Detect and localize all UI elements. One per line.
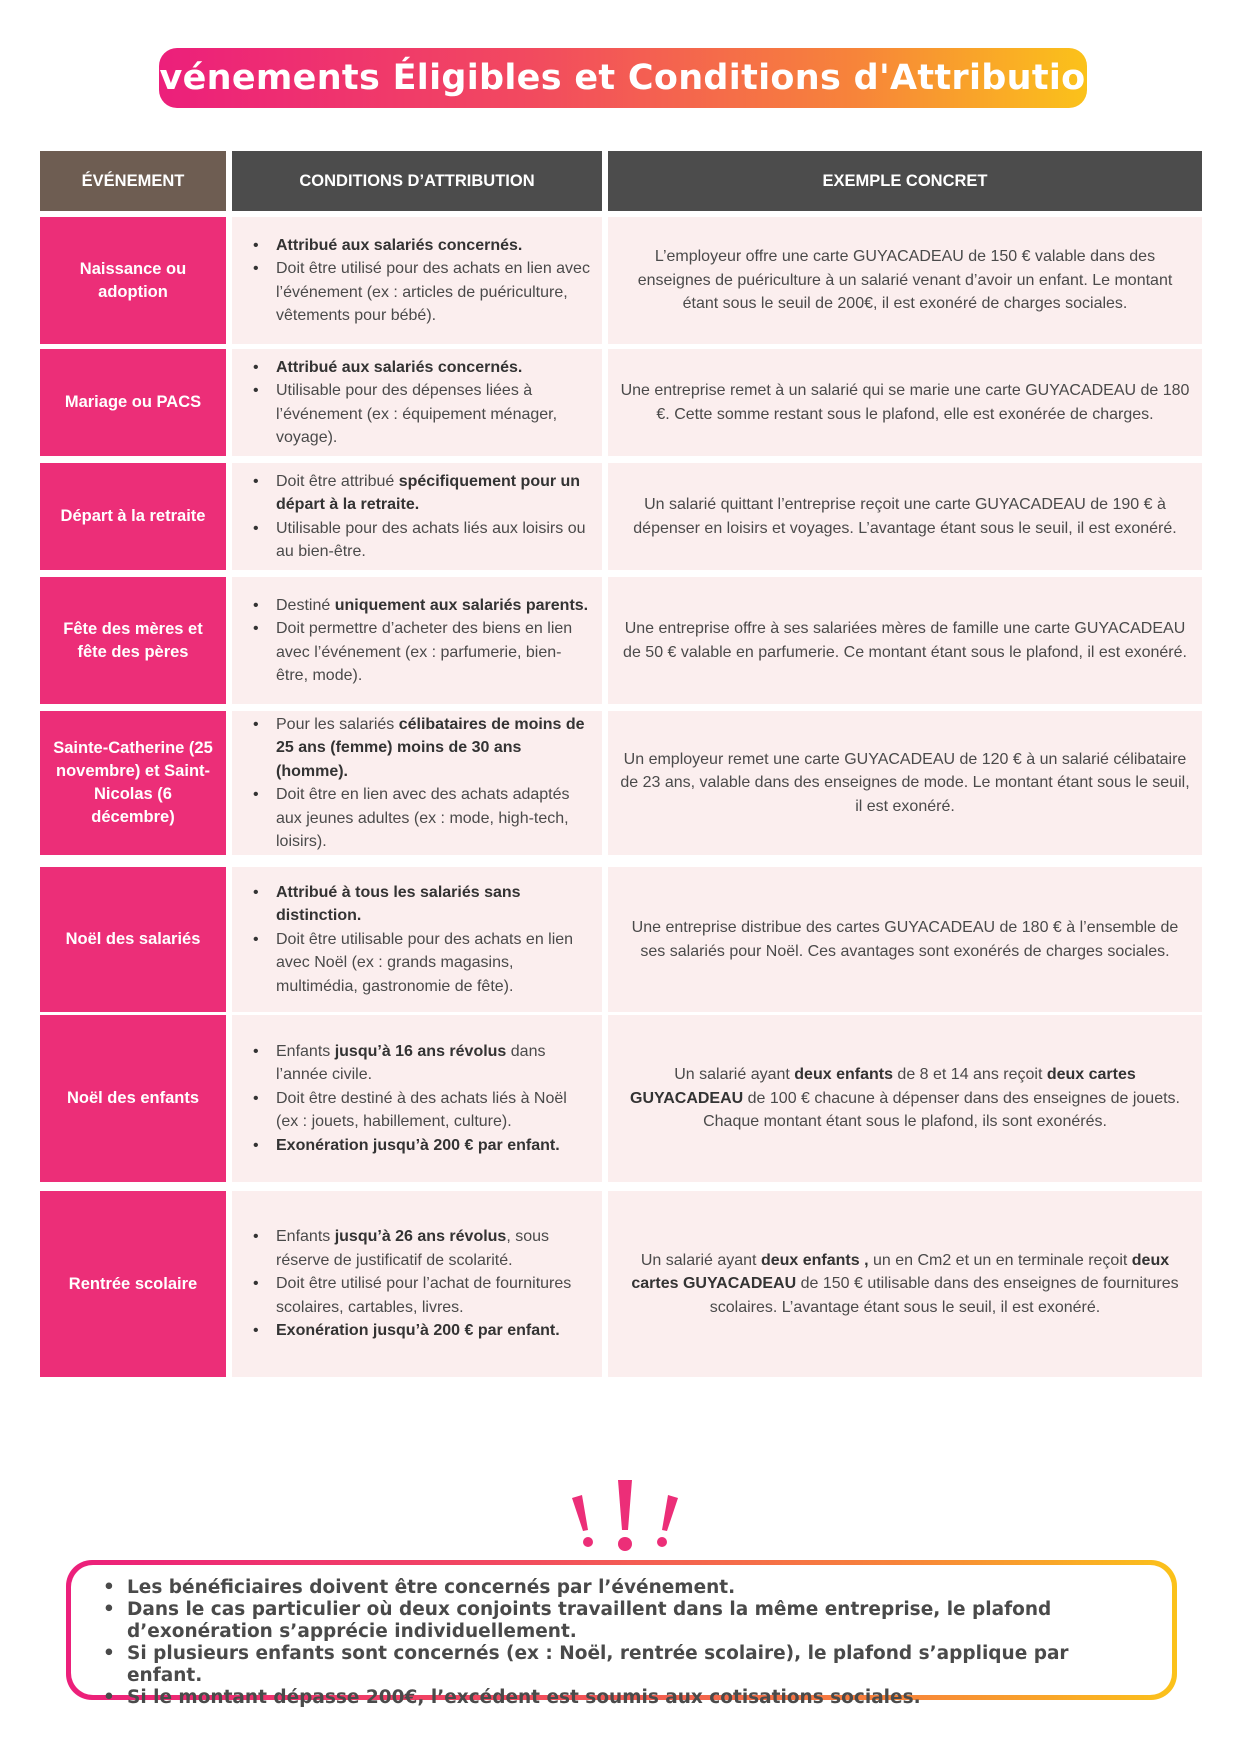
text-run: Pour les salariés: [276, 715, 399, 733]
condition-item: [276, 1319, 592, 1343]
event-cell: [40, 1191, 226, 1377]
condition-item: [276, 1272, 592, 1319]
conditions-cell: [232, 577, 602, 704]
note-item: • Les bénéficiaires doivent être concernés par l’événement.: [127, 1577, 1142, 1599]
bold-text: deux enfants ,: [760, 1251, 869, 1269]
note-item: • Si le montant dépasse 200€, l’excédent est soumis aux cotisations sociales.: [127, 1687, 1142, 1709]
conditions-cell: [232, 867, 602, 1012]
condition-item: [276, 379, 592, 450]
example-cell: [608, 217, 1202, 344]
bold-text: deux cartes GUYACADEAU: [630, 1066, 1136, 1107]
text-run: de 150 € utilisable dans des enseignes de fournitures scolaires. L’avantage étant sous le seuil, il est exonéré.: [709, 1275, 1179, 1316]
condition-item: [276, 470, 592, 517]
example-text: [618, 617, 1192, 664]
notes-list: [101, 1577, 1142, 1709]
table-row: [40, 711, 1202, 855]
text-run: Doit être destiné à des achats liés à Noël (ex : jouets, habillement, culture).: [276, 1089, 567, 1131]
header-conditions: CONDITIONS D’ATTRIBUTION: [232, 151, 602, 211]
event-name: Sainte-Catherine (25 novembre) et Saint-Nicolas (6 décembre): [53, 739, 213, 826]
example-cell: [608, 1191, 1202, 1377]
condition-item: [276, 713, 592, 784]
example-cell: [608, 577, 1202, 704]
bold-text: spécifiquement pour un départ à la retraite.: [276, 472, 581, 513]
notes-box: [66, 1560, 1177, 1708]
conditions-list: [252, 713, 592, 854]
bold-text: deux enfants: [794, 1066, 893, 1084]
notes-inner: [71, 1565, 1172, 1708]
table-row: [40, 577, 1202, 704]
note-item: • Dans le cas particulier où deux conjoints travaillent dans la même entreprise, le plafond d’exonération s’apprécie individuellement.: [127, 1599, 1142, 1643]
example-cell: [608, 463, 1202, 570]
condition-item: [276, 1040, 592, 1087]
text-run: de 100 € chacune à dépenser dans des enseignes de jouets. Chaque montant étant sous le plafond, ils sont exonérés.: [703, 1089, 1180, 1131]
event-name: Noël des enfants: [66, 1089, 200, 1107]
title-banner: [135, 48, 1111, 108]
text-run: Destiné: [276, 596, 335, 614]
event-cell: [40, 1015, 226, 1182]
text-run: Un salarié ayant: [640, 1251, 761, 1269]
event-name: Fête des mères et fête des pères: [63, 619, 203, 661]
event-name: Naissance ou adoption: [79, 259, 187, 301]
example-text: [618, 1063, 1192, 1134]
header-event: ÉVÉNEMENT: [40, 151, 226, 211]
event-name: Départ à la retraite: [60, 507, 206, 525]
conditions-cell: [232, 711, 602, 855]
text-run: Un salarié ayant: [674, 1066, 795, 1084]
text-run: L’employeur offre une carte GUYACADEAU de 150 € valable dans des enseignes de puériculture à un salarié venant d’avoir un enfant. Le montant étant sous le seuil de 200€, il est exonéré de charges sociales.: [637, 248, 1173, 313]
condition-item: [276, 517, 592, 564]
table-row: [40, 867, 1202, 1012]
bold-text: jusqu’à 16 ans révolus: [334, 1042, 507, 1060]
condition-item: [276, 257, 592, 328]
table-row: [40, 1191, 1202, 1377]
conditions-cell: [232, 349, 602, 456]
condition-item: [276, 1087, 592, 1134]
text-run: Une entreprise distribue des cartes GUYACADEAU de 180 € à l’ensemble de ses salariés pour Noël. Ces avantages sont exonérés de charges sociales.: [631, 919, 1179, 960]
example-text: [618, 493, 1192, 540]
bold-text: Attribué à tous les salariés sans distinction.: [276, 883, 521, 925]
example-text: [618, 245, 1192, 316]
bold-text: deux cartes GUYACADEAU: [631, 1251, 1170, 1293]
event-name: Mariage ou PACS: [64, 393, 202, 411]
text-run: de 8 et 14 ans reçoit: [892, 1066, 1047, 1084]
table-row: [40, 463, 1202, 570]
conditions-list: [252, 234, 592, 328]
note-item: • Si plusieurs enfants sont concernés (ex : Noël, rentrée scolaire), le plafond s’applique par enfant.: [127, 1643, 1142, 1687]
text-run: Doit être utilisé pour des achats en lien avec l’événement (ex : articles de puériculture, vêtements pour bébé).: [276, 260, 590, 324]
text-run: Doit être utilisable pour des achats en lien avec Noël (ex : grands magasins, multimédia, gastronomie de fête).: [276, 930, 574, 995]
bold-text: Exonération jusqu’à 200 € par enfant.: [276, 1322, 560, 1340]
example-text: [618, 379, 1192, 426]
table-header-row: [40, 151, 1202, 211]
conditions-list: [252, 470, 592, 564]
condition-item: [276, 783, 592, 854]
text-run: Enfants: [276, 1228, 335, 1246]
table-row: [40, 1015, 1202, 1182]
condition-item: [276, 234, 592, 258]
bold-text: Attribué aux salariés concernés.: [276, 236, 523, 254]
example-text: [618, 1249, 1192, 1320]
text-run: Utilisable pour des achats liés aux loisirs ou au bien-être.: [276, 519, 586, 560]
conditions-cell: [232, 1015, 602, 1182]
event-cell: [40, 867, 226, 1012]
text-run: , sous réserve de justificatif de scolarité.: [276, 1228, 550, 1269]
example-cell: [608, 1015, 1202, 1182]
text-run: Une entreprise offre à ses salariées mères de famille une carte GUYACADEAU de 50 € valable en parfumerie. Ce montant étant sous le plafond, il est exonéré.: [623, 620, 1187, 661]
text-run: Doit être attribué: [276, 472, 399, 490]
example-cell: [608, 349, 1202, 456]
text-run: un en Cm2 et un en terminale reçoit: [868, 1251, 1132, 1269]
text-run: Doit être en lien avec des achats adaptés aux jeunes adultes (ex : mode, high-tech, loisirs).: [276, 786, 570, 850]
text-run: dans l’année civile.: [276, 1042, 546, 1084]
conditions-list: [252, 881, 592, 999]
conditions-list: [252, 356, 592, 450]
event-cell: [40, 711, 226, 855]
condition-item: [276, 1134, 592, 1158]
example-cell: [608, 867, 1202, 1012]
bold-text: jusqu’à 26 ans révolus: [334, 1228, 507, 1246]
bold-text: uniquement aux salariés parents.: [334, 596, 589, 614]
text-run: Un salarié quittant l’entreprise reçoit une carte GUYACADEAU de 190 € à dépenser en loisirs et voyages. L’avantage étant sous le seuil, il est exonéré.: [633, 496, 1177, 537]
conditions-list: [252, 1225, 592, 1343]
event-name: Rentrée scolaire: [68, 1274, 198, 1293]
conditions-cell: [232, 463, 602, 570]
event-cell: [40, 217, 226, 344]
text-run: Enfants: [276, 1042, 335, 1060]
example-text: [618, 916, 1192, 963]
text-run: Doit être utilisé pour l’achat de fournitures scolaires, cartables, livres.: [276, 1275, 572, 1316]
text-run: Doit permettre d’acheter des biens en lien avec l’événement (ex : parfumerie, bien-être, mode).: [276, 620, 573, 684]
event-cell: [40, 349, 226, 456]
condition-item: [276, 881, 592, 928]
example-cell: [608, 711, 1202, 855]
conditions-list: [252, 1040, 592, 1158]
condition-item: [276, 594, 592, 618]
conditions-cell: [232, 1191, 602, 1377]
condition-item: [276, 928, 592, 999]
text-run: Un employeur remet une carte GUYACADEAU de 120 € à un salarié célibataire de 23 ans, valable dans des enseignes de mode. Le montant étant sous le seuil, il est exonéré.: [620, 750, 1190, 815]
conditions-cell: [232, 217, 602, 344]
text-run: Utilisable pour des dépenses liées à l’événement (ex : équipement ménager, voyage).: [276, 382, 558, 446]
table-row: [40, 349, 1202, 456]
event-cell: [40, 463, 226, 570]
example-text: [618, 748, 1192, 819]
condition-item: [276, 617, 592, 688]
text-run: Une entreprise remet à un salarié qui se marie une carte GUYACADEAU de 180 €. Cette somme restant sous le plafond, elle est exonérée de charges.: [620, 382, 1190, 423]
event-name: Noël des salariés: [65, 930, 201, 948]
condition-item: [276, 356, 592, 380]
conditions-list: [252, 594, 592, 688]
page-title: Événements Éligibles et Conditions d'Attribution: [135, 58, 1111, 98]
bold-text: célibataires de moins de 25 ans (femme) moins de 30 ans (homme).: [276, 715, 585, 780]
bold-text: Attribué aux salariés concernés.: [276, 358, 523, 376]
condition-item: [276, 1225, 592, 1272]
exclamation-burst-icon: [560, 1478, 690, 1558]
header-example: EXEMPLE CONCRET: [608, 151, 1202, 211]
table-row: [40, 217, 1202, 344]
bold-text: Exonération jusqu’à 200 € par enfant.: [276, 1136, 560, 1154]
event-cell: [40, 577, 226, 704]
